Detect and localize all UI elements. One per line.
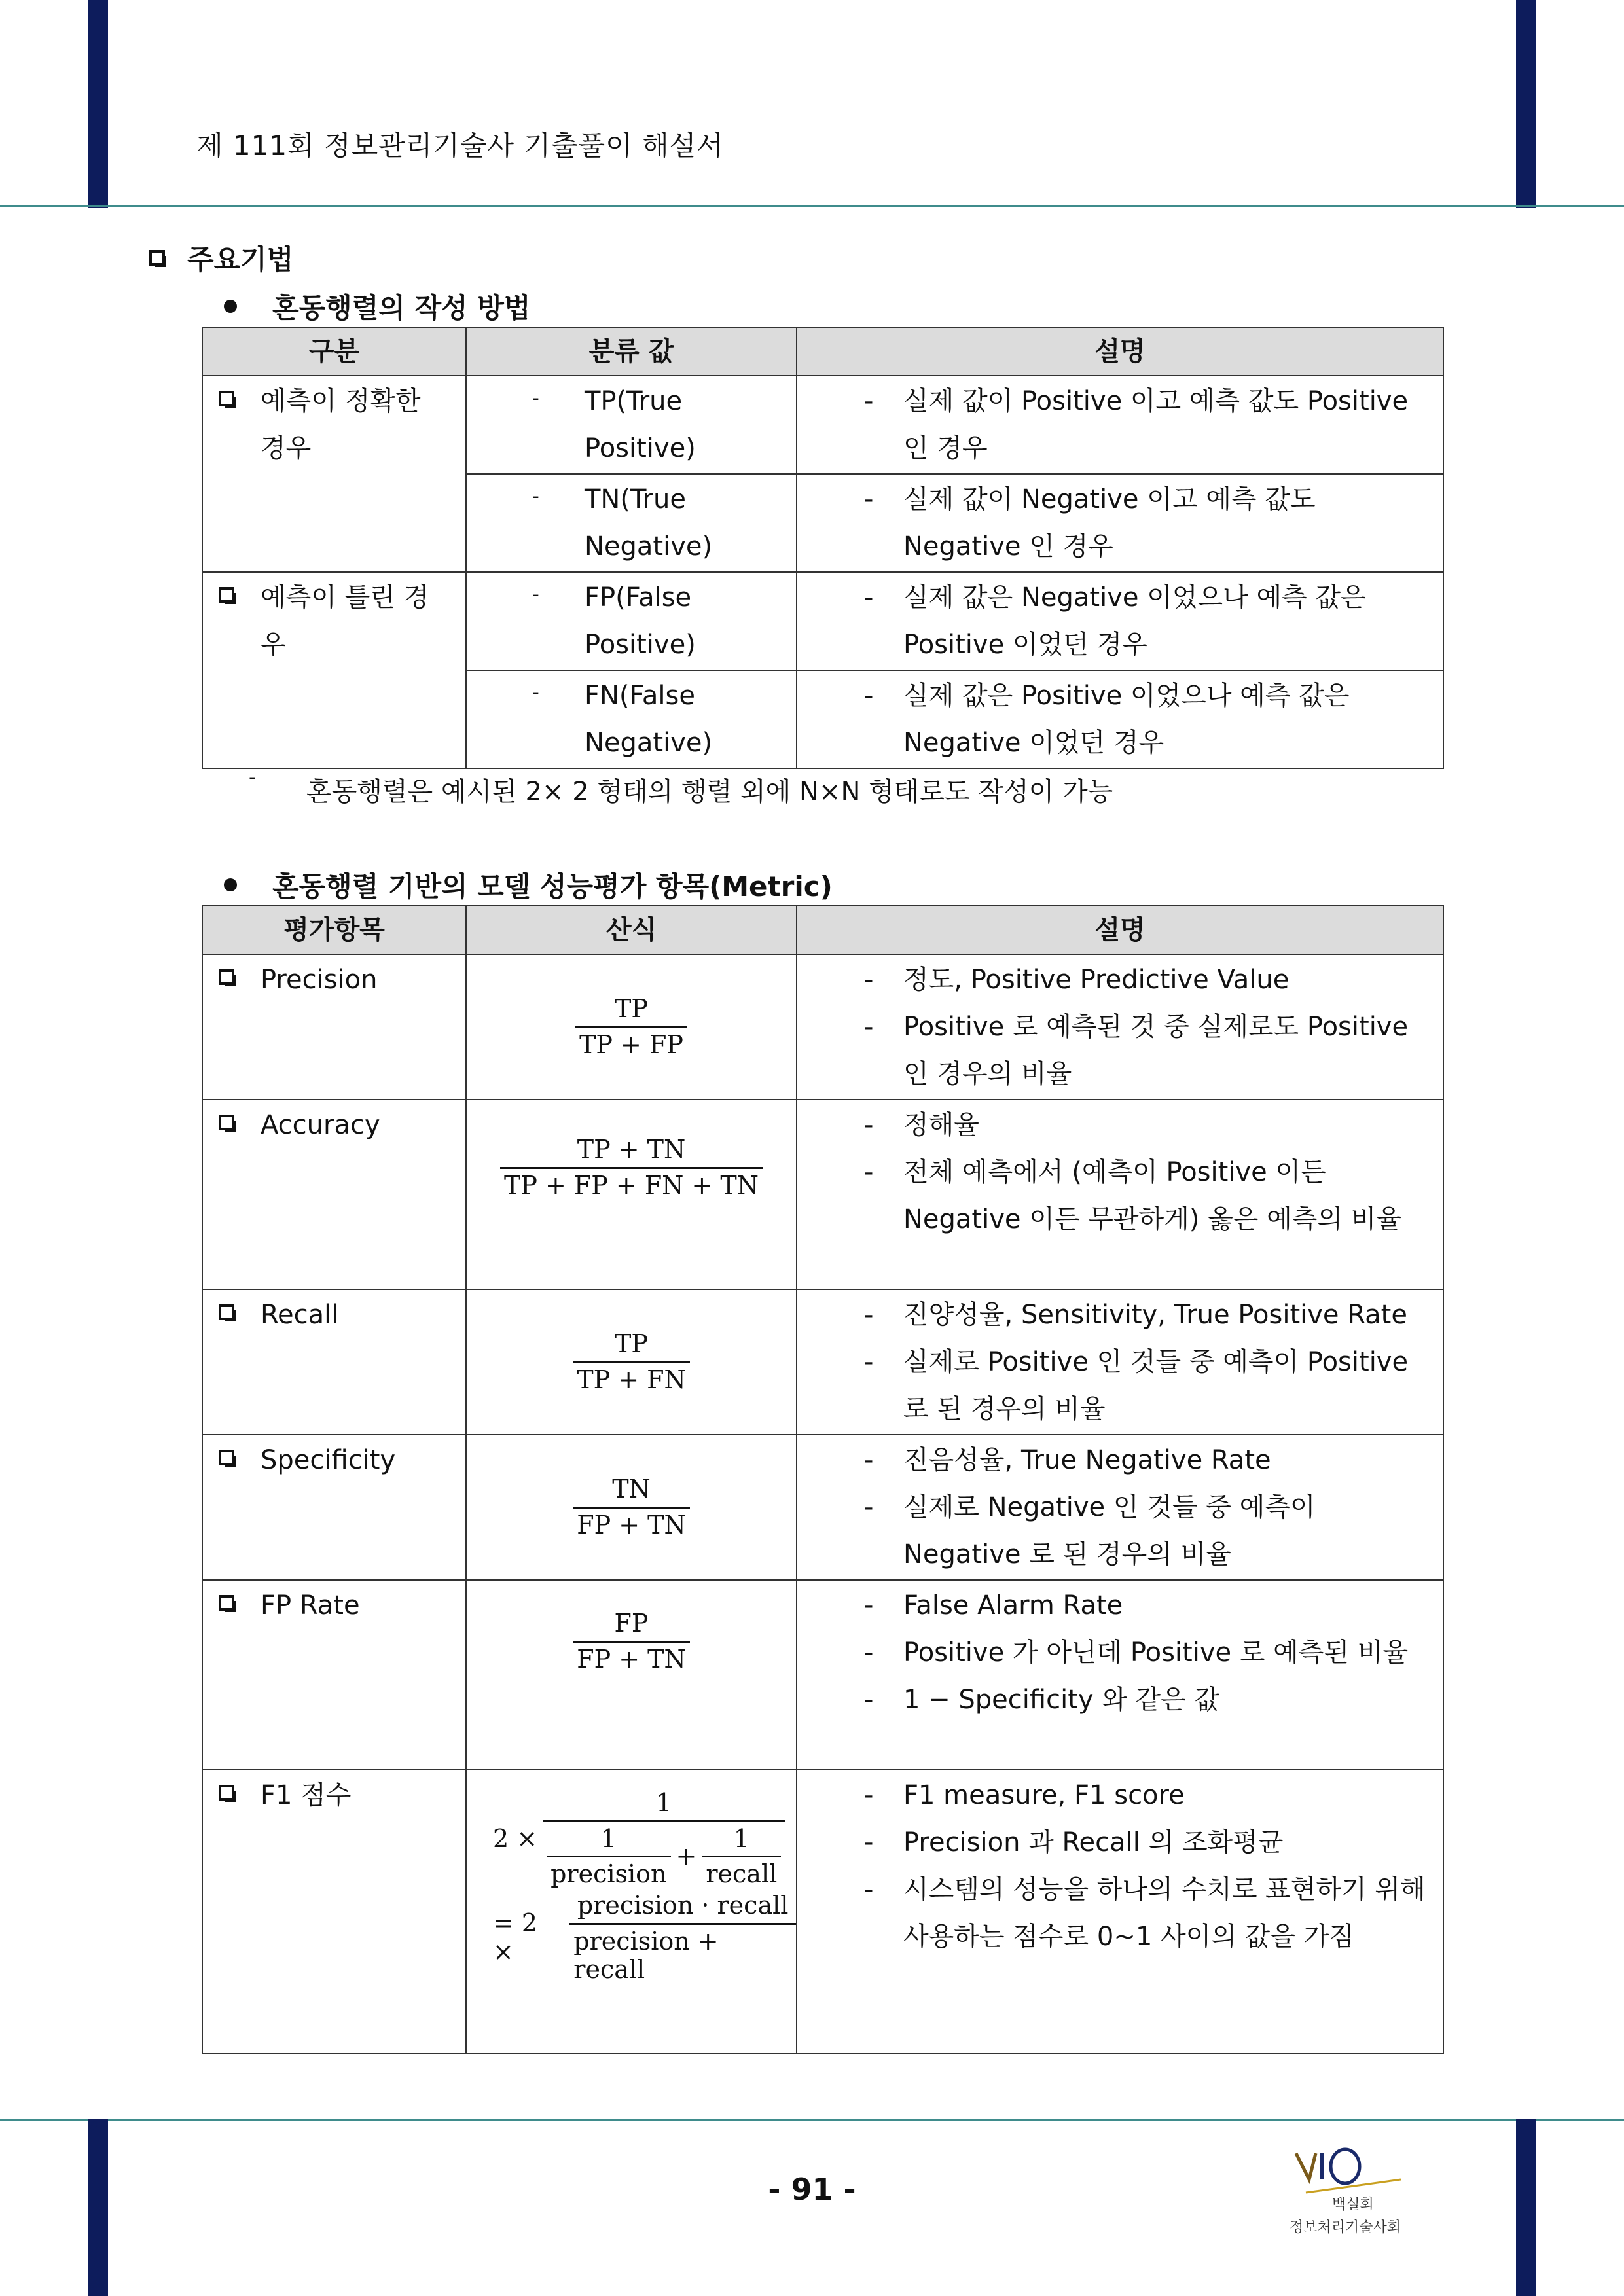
formula-numerator: precision · recall bbox=[577, 1891, 789, 1920]
group-label: 예측이 틀린 경우 bbox=[261, 583, 429, 660]
desc-cell bbox=[797, 954, 1443, 1100]
bottom-right-bar bbox=[1516, 2119, 1536, 2296]
desc-cell bbox=[797, 1100, 1443, 1289]
desc-cell bbox=[797, 474, 1443, 572]
group-cell bbox=[202, 572, 466, 768]
checkbox-bullet-icon bbox=[219, 969, 234, 985]
table-row bbox=[202, 1100, 1443, 1289]
class-cell: - TP(True Positive) bbox=[466, 376, 797, 474]
formula-numerator: 1 bbox=[656, 1788, 672, 1817]
col-header-formula: 산식 bbox=[466, 906, 797, 954]
formula-fraction bbox=[573, 1609, 690, 1674]
class-value: TP(True Positive) bbox=[585, 386, 696, 463]
desc-item: - Positive 로 예측된 것 중 실제로도 Positive 인 경우의 비율 bbox=[864, 1003, 1430, 1098]
metric-name: Accuracy bbox=[261, 1110, 380, 1140]
class-cell: - TN(True Negative) bbox=[466, 474, 797, 572]
formula-numerator: TP bbox=[615, 1329, 648, 1358]
subsection-title-2 bbox=[224, 865, 833, 905]
col-header-class: 분류 값 bbox=[466, 327, 797, 376]
formula-fraction bbox=[575, 995, 687, 1059]
checkbox-bullet-icon bbox=[219, 1450, 234, 1465]
desc-item: - 진양성율, Sensitivity, True Positive Rate bbox=[864, 1291, 1430, 1338]
running-header: 제 111회 정보관리기술사 기출풀이 해설서 bbox=[196, 130, 724, 162]
table-row bbox=[202, 1435, 1443, 1580]
desc-cell bbox=[797, 1770, 1443, 2054]
table-note: - 혼동행렬은 예시된 2× 2 형태의 행렬 외에 N×N 형태로도 작성이 가능 bbox=[249, 766, 1113, 807]
desc-item: - 실제 값은 Negative 이었으나 예측 값은 Positive 이었던 경우 bbox=[864, 574, 1430, 668]
header-rule bbox=[0, 205, 1624, 207]
checkbox-bullet-icon bbox=[219, 1595, 234, 1611]
f1-eq: = 2 × bbox=[493, 1909, 538, 1967]
formula-numerator: 1 bbox=[733, 1823, 749, 1853]
f1-lead: 2 × bbox=[493, 1823, 538, 1853]
formula-fraction bbox=[569, 1892, 796, 1984]
desc-item: - 실제 값이 Negative 이고 예측 값도 Negative 인 경우 bbox=[864, 476, 1430, 570]
bullet-dot-icon bbox=[224, 300, 237, 313]
desc-item: - 정해율 bbox=[864, 1102, 1430, 1149]
subsection-title-1-text: 혼동행렬의 작성 방법 bbox=[272, 292, 531, 324]
checkbox-bullet-icon bbox=[149, 250, 165, 266]
formula-numerator: TP + TN bbox=[577, 1135, 686, 1164]
formula-denominator: TP + FP + FN + TN bbox=[500, 1167, 763, 1200]
subsection-title-2-text: 혼동행렬 기반의 모델 성능평가 항목(Metric) bbox=[272, 870, 833, 903]
table-row bbox=[202, 1289, 1443, 1435]
desc-item: - Positive 가 아닌데 Positive 로 예측된 비율 bbox=[864, 1629, 1430, 1676]
subsection-title-1 bbox=[224, 287, 530, 326]
desc-item: - 실제 값이 Positive 이고 예측 값도 Positive 인 경우 bbox=[864, 378, 1430, 472]
desc-item: - 실제로 Positive 인 것들 중 예측이 Positive 로 된 경우의 비율 bbox=[864, 1338, 1430, 1433]
formula-cell bbox=[466, 1289, 797, 1435]
metric-name: FP Rate bbox=[261, 1590, 360, 1621]
footer-rule bbox=[0, 2119, 1624, 2121]
formula-denominator: TP + FP bbox=[575, 1026, 687, 1060]
formula-denominator: precision bbox=[547, 1856, 670, 1889]
top-right-bar bbox=[1516, 0, 1536, 208]
svg-text:백실회: 백실회 bbox=[1332, 2197, 1374, 2213]
formula-fraction bbox=[573, 1330, 690, 1394]
formula-fraction bbox=[573, 1475, 690, 1539]
bullet-dot-icon bbox=[224, 878, 237, 891]
association-logo bbox=[1283, 2140, 1427, 2245]
metrics-table bbox=[202, 905, 1444, 2054]
desc-item: - 실제 값은 Positive 이었으나 예측 값은 Negative 이었던 경우 bbox=[864, 672, 1430, 766]
section-title-text: 주요기법 bbox=[187, 243, 294, 276]
table-row bbox=[202, 376, 1443, 474]
section-title bbox=[149, 238, 293, 278]
metric-cell bbox=[202, 1435, 466, 1580]
desc-cell bbox=[797, 1435, 1443, 1580]
formula-denominator: FP + TN bbox=[573, 1507, 690, 1540]
formula-numerator: FP bbox=[614, 1609, 649, 1638]
formula-fraction bbox=[500, 1136, 763, 1200]
formula-cell bbox=[466, 1580, 797, 1770]
table-row bbox=[202, 1770, 1443, 2054]
top-left-bar bbox=[88, 0, 108, 208]
desc-item: - 1 − Specificity 와 같은 값 bbox=[864, 1676, 1430, 1723]
bottom-left-bar bbox=[88, 2119, 108, 2296]
formula-denominator bbox=[543, 1820, 785, 1889]
formula-cell bbox=[466, 1770, 797, 2054]
table-row bbox=[202, 954, 1443, 1100]
confusion-matrix-table bbox=[202, 327, 1444, 769]
col-header-description: 설명 bbox=[797, 327, 1443, 376]
formula-fraction bbox=[547, 1825, 670, 1889]
formula-denominator: precision + recall bbox=[569, 1923, 796, 1984]
formula-cell bbox=[466, 1100, 797, 1289]
desc-item: - 정도, Positive Predictive Value bbox=[864, 956, 1430, 1003]
group-cell bbox=[202, 376, 466, 572]
checkbox-bullet-icon bbox=[219, 1115, 234, 1130]
desc-item: - 전체 예측에서 (예측이 Positive 이든 Negative 이든 무관하게) 옳은 예측의 비율 bbox=[864, 1149, 1430, 1243]
class-value: FP(False Positive) bbox=[585, 583, 696, 660]
formula-cell bbox=[466, 954, 797, 1100]
metric-cell bbox=[202, 1100, 466, 1289]
desc-item: - False Alarm Rate bbox=[864, 1582, 1430, 1629]
desc-item: - 실제로 Negative 인 것들 중 예측이 Negative 로 된 경우의 비율 bbox=[864, 1484, 1430, 1578]
desc-item: - Precision 과 Recall 의 조화평균 bbox=[864, 1819, 1430, 1866]
metric-cell bbox=[202, 1770, 466, 2054]
metric-name: F1 점수 bbox=[261, 1780, 352, 1810]
formula-numerator: 1 bbox=[600, 1823, 617, 1853]
formula-denominator: recall bbox=[702, 1856, 781, 1889]
checkbox-bullet-icon bbox=[219, 1785, 234, 1801]
table-note-text: 혼동행렬은 예시된 2× 2 형태의 행렬 외에 N×N 형태로도 작성이 가능 bbox=[306, 777, 1113, 807]
class-cell: - FP(False Positive) bbox=[466, 572, 797, 670]
col-header-description: 설명 bbox=[797, 906, 1443, 954]
formula-numerator: TP bbox=[615, 994, 648, 1023]
metric-name: Recall bbox=[261, 1300, 339, 1330]
checkbox-bullet-icon bbox=[219, 587, 234, 603]
checkbox-bullet-icon bbox=[219, 1304, 234, 1320]
col-header-metric: 평가항목 bbox=[202, 906, 466, 954]
formula-denominator: TP + FN bbox=[573, 1361, 690, 1395]
metric-cell bbox=[202, 1580, 466, 1770]
desc-cell bbox=[797, 1580, 1443, 1770]
table-header-row bbox=[202, 327, 1443, 376]
metric-cell bbox=[202, 954, 466, 1100]
desc-cell bbox=[797, 1289, 1443, 1435]
plus-sign: + bbox=[676, 1842, 697, 1871]
formula-cell bbox=[466, 1435, 797, 1580]
col-header-category: 구분 bbox=[202, 327, 466, 376]
table-header-row bbox=[202, 906, 1443, 954]
desc-cell bbox=[797, 572, 1443, 670]
metric-name: Specificity bbox=[261, 1445, 396, 1475]
class-cell: - FN(False Negative) bbox=[466, 670, 797, 768]
desc-item: - 진음성율, True Negative Rate bbox=[864, 1437, 1430, 1484]
class-value: TN(True Negative) bbox=[585, 484, 713, 562]
formula-fraction bbox=[543, 1789, 785, 1889]
table-row bbox=[202, 1580, 1443, 1770]
formula-fraction bbox=[702, 1825, 781, 1889]
logo-text: 정보처리기술사회 bbox=[1290, 2219, 1401, 2236]
metric-cell bbox=[202, 1289, 466, 1435]
desc-cell bbox=[797, 376, 1443, 474]
checkbox-bullet-icon bbox=[219, 391, 234, 406]
page-number: - 91 - bbox=[768, 2172, 856, 2207]
formula-numerator: TN bbox=[612, 1474, 651, 1503]
class-value: FN(False Negative) bbox=[585, 681, 713, 758]
group-label: 예측이 정확한 경우 bbox=[261, 386, 421, 463]
table-row bbox=[202, 572, 1443, 670]
desc-item: - F1 measure, F1 score bbox=[864, 1772, 1430, 1819]
f1-formula bbox=[493, 1789, 796, 1984]
formula-denominator: FP + TN bbox=[573, 1641, 690, 1674]
metric-name: Precision bbox=[261, 965, 378, 995]
desc-cell bbox=[797, 670, 1443, 768]
desc-item: - 시스템의 성능을 하나의 수치로 표현하기 위해 사용하는 점수로 0~1 사이의 값을 가짐 bbox=[864, 1866, 1430, 1960]
